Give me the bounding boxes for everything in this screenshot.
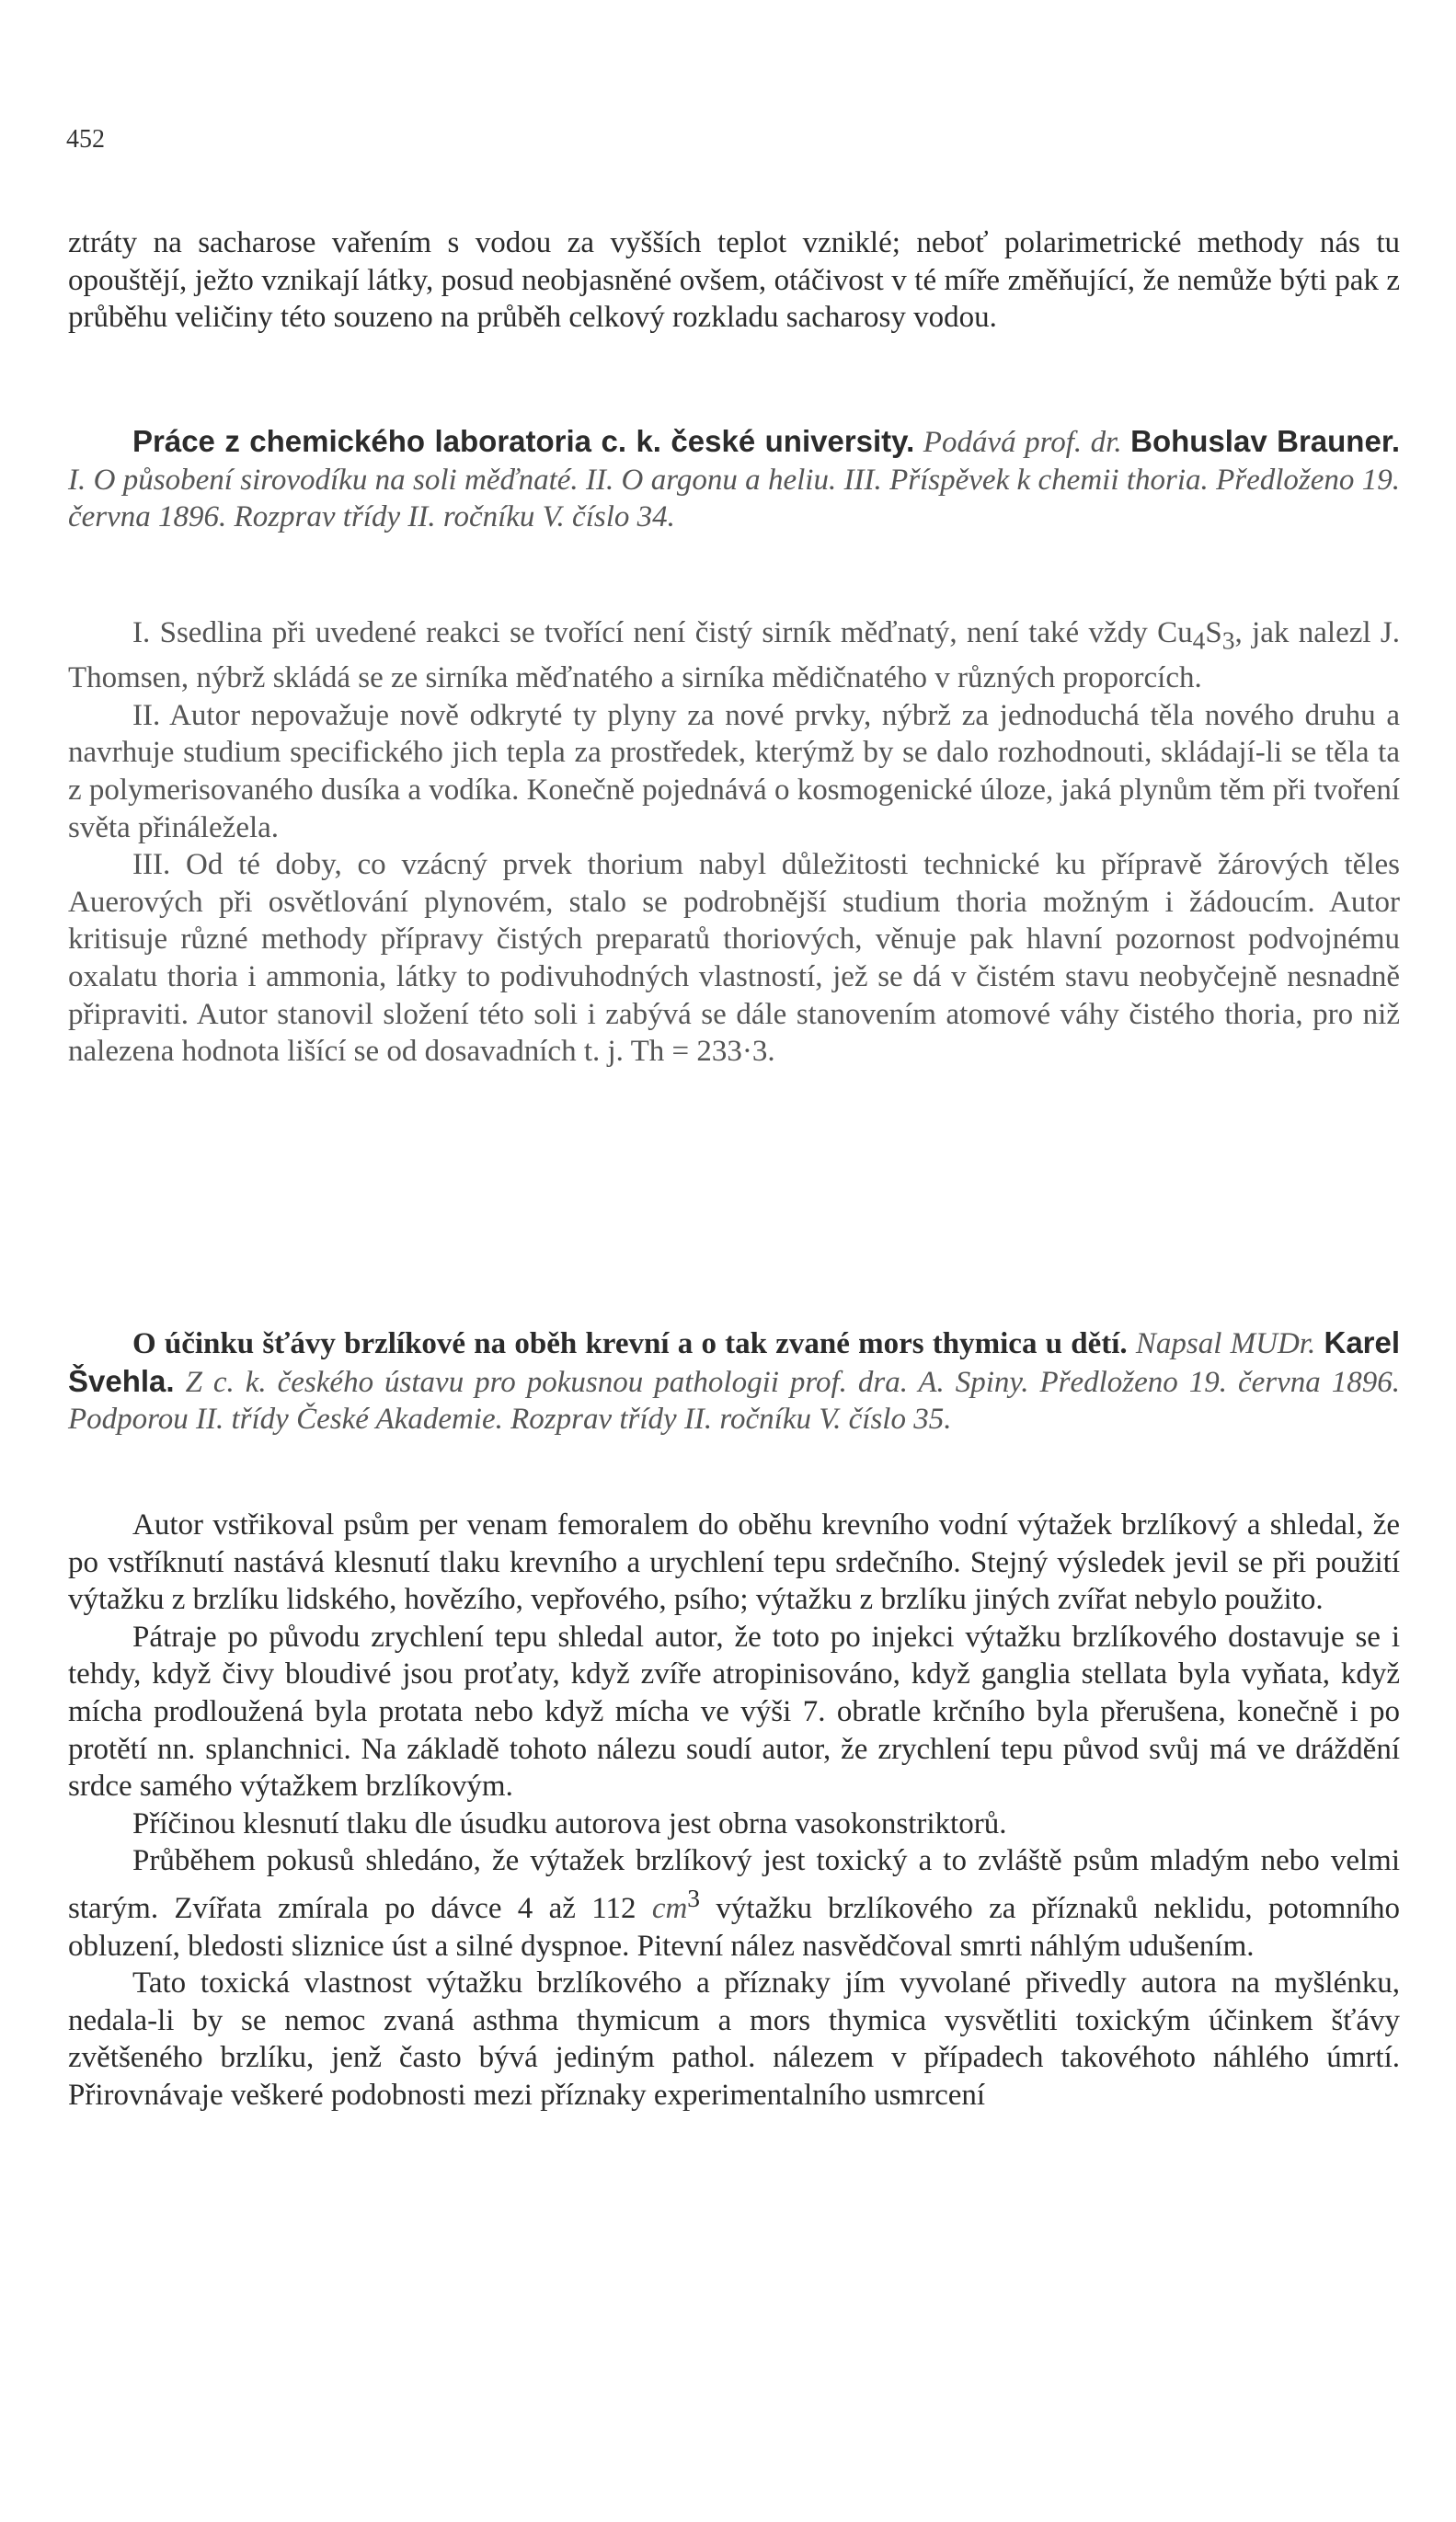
article-chemistry-paragraph-1 bbox=[68, 614, 1400, 697]
p1-subscript-2: 3 bbox=[1221, 625, 1235, 655]
article-thymus-details: Z c. k. českého ústavu pro pokusnou pathologii prof. dra. A. Spiny. Předloženo 19. června 1896. Podporou II. třídy České Akademie. Rozprav třídy II. ročníku V. číslo 35. bbox=[68, 1365, 1400, 1437]
p1-prefix: I. Ssedlina při uvedené reakci se tvořící není čistý sirník měďnatý, není také vždy Cu bbox=[132, 616, 1193, 649]
article-thymus bbox=[68, 1324, 1400, 1439]
article-thymus-body bbox=[68, 1507, 1400, 2115]
article-thymus-paragraph-2: Pátraje po původu zrychlení tepu shledal autor, že toto po injekci výtažku brzlíkového dostavuje se i tehdy, když čivy bloudivé jsou proťaty, když zvíře atropinisováno, když ganglia stellata byla vyňata, když mícha prodloužená byla protata nebo když mícha ve výši 7. obratle krčního byla přerušena, konečně i po protětí nn. splanchnici. Na základě tohoto nálezu soudí autor, že zrychlení tepu původ svůj má ve dráždění srdce samého výtažkem brzlíkovým. bbox=[68, 1620, 1400, 1804]
article-thymus-paragraph-4 bbox=[68, 1842, 1400, 1965]
article-chemistry-body bbox=[68, 614, 1400, 1071]
p4-superscript: 3 bbox=[687, 1883, 701, 1912]
intro-paragraph-text: ztráty na sacharose vařením s vodou za vyšších teplot vzniklé; neboť polarimetrické methody nás tu opouštějí, ježto vznikají látky, posud neobjasněné ovšem, otáčivost v té míře změňující, že nemůže býti pak z průběhu veličiny této souzeno na průběh celkový rozkladu sacharosy vodou. bbox=[68, 226, 1400, 335]
article-chemistry-author: Bohuslav Brauner. bbox=[1130, 424, 1401, 458]
intro-paragraph bbox=[68, 224, 1400, 337]
article-chemistry bbox=[68, 423, 1400, 536]
page-number: 452 bbox=[66, 125, 105, 154]
article-chemistry-presenter: Podává prof. dr. bbox=[923, 426, 1122, 459]
article-chemistry-paragraph-2: II. Autor nepovažuje nově odkryté ty plyny za nové prvky, nýbrž za jednoduchá těla nového druhu a navrhuje studium specifického jich tepla za prostředek, kterýmž by se dalo rozhodnouti, skládají-li se těla ta z polymerisovaného dusíka a vodíka. Konečně pojednává o kosmogenické úloze, jaká plynům těm při tvoření světa přináležela. bbox=[68, 698, 1400, 844]
article-chemistry-titles: I. O působení sirovodíku na soli měďnaté. II. O argonu a heliu. III. Příspěvek k chemii thoria. Předloženo 19. června 1896. Rozprav třídy II. ročníku V. číslo 34. bbox=[68, 463, 1400, 534]
article-thymus-heading: O účinku šťávy brzlíkové na oběh krevní a o tak zvané mors thymica u dětí. bbox=[132, 1327, 1128, 1360]
article-thymus-paragraph-3: Příčinou klesnutí tlaku dle úsudku autorova jest obrna vasokonstriktorů. bbox=[132, 1806, 1007, 1840]
article-chemistry-paragraph-3: III. Od té doby, co vzácný prvek thorium nabyl důležitosti technické ku přípravě žárových těles Auerových při osvětlování plynovém, stalo se podrobnější studium thoria možným i žádoucím. Autor kritisuje různé methody přípravy čistých preparatů thoriových, věnuje pak hlavní pozornost podvojnému oxalatu thoria i ammonia, látky to podivuhodných vlastností, jež se dá v čistém stavu neobyčejně nesnadně připraviti. Autor stanovil složení této soli i zabývá se dále stanovením atomové váhy čistého thoria, pro niž nalezena hodnota lišící se od dosavadních t. j. Th = 233·3. bbox=[68, 848, 1400, 1069]
p4-prefix: Průběhem pokusů shledáno, že výtažek brzlíkový jest toxický a to zvláště psům mladým nebo velmi starým. Zvířata zmírala po dávce 4 až 112 bbox=[68, 1844, 1400, 1925]
p4-suffix: výtažku brzlíkového za příznaků neklidu, potomního obluzení, bledosti sliznice úst a silné dyspnoe. Pitevní nález nasvědčoval smrti náhlým udušením. bbox=[68, 1891, 1400, 1963]
article-thymus-paragraph-1: Autor vstřikoval psům per venam femoralem do oběhu krevního vodní výtažek brzlíkový a shledal, že po vstříknutí nastává klesnutí tlaku krevního a urychlení tepu srdečního. Stejný výsledek jevil se při použití výtažku z brzlíku lidského, hovězího, vepřového, psího; výtažku z brzlíku jiných zvířat nebylo použito. bbox=[68, 1508, 1400, 1617]
p1-suffix: , jak nalezl J. Thomsen, nýbrž skládá se ze sirníka měďnatého a sirníka mědičnatého v různých proporcích. bbox=[68, 616, 1400, 695]
p1-subscript-1: 4 bbox=[1192, 625, 1206, 655]
article-thymus-paragraph-5: Tato toxická vlastnost výtažku brzlíkového a příznaky jím vyvolané přivedly autora na myšlénku, nedala-li by se nemoc zvaná asthma thymicum a mors thymica vysvětliti toxickým účinkem šťávy zvětšeného brzlíku, jenž často bývá jediným pathol. nálezem v případech takovéhoto náhlého úmrtí. Přirovnávaje veškeré podobnosti mezi příznaky experimentalního usmrcení bbox=[68, 1966, 1400, 2112]
article-thymus-author: Karel Švehla. bbox=[68, 1325, 1401, 1398]
p1-mid: S bbox=[1205, 616, 1222, 649]
article-thymus-byline: Napsal MUDr. bbox=[1135, 1327, 1316, 1360]
article-chemistry-header bbox=[68, 423, 1400, 536]
article-chemistry-heading: Práce z chemického laboratoria c. k. české university. bbox=[132, 424, 915, 458]
p4-unit: cm bbox=[651, 1891, 688, 1925]
article-thymus-header bbox=[68, 1324, 1400, 1439]
